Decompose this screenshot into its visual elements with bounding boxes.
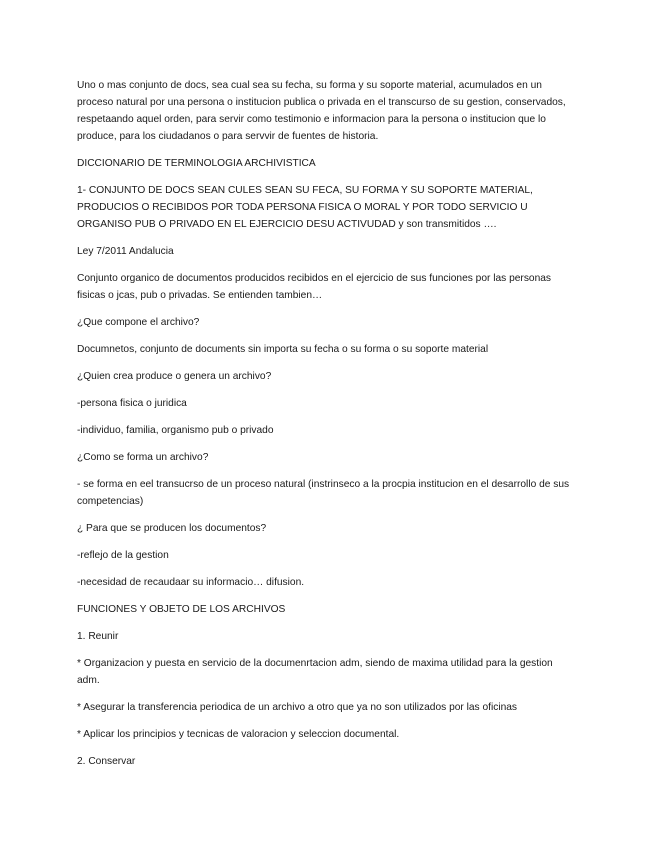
document-body (77, 77, 577, 780)
question-compone: ¿Que compone el archivo? (77, 317, 200, 328)
list-item-reunir: 1. Reunir (77, 631, 119, 642)
bullet-organizacion: * Organizacion y puesta en servicio de la documenrtacion adm, siendo de maxima utilidad para la gestion adm. (77, 658, 553, 686)
heading-ley: Ley 7/2011 Andalucia (77, 246, 174, 257)
bullet-principios: * Aplicar los principios y tecnicas de valoracion y seleccion documental. (77, 729, 400, 740)
answer-quien-2: -individuo, familia, organismo pub o privado (77, 425, 274, 436)
question-para-que: ¿ Para que se producen los documentos? (77, 523, 267, 534)
question-quien: ¿Quien crea produce o genera un archivo? (77, 371, 272, 382)
answer-para-que-1: -reflejo de la gestion (77, 550, 169, 561)
list-item-conservar: 2. Conservar (77, 756, 136, 767)
bullet-transferencia: * Asegurar la transferencia periodica de un archivo a otro que ya no son utilizados por las oficinas (77, 702, 518, 713)
paragraph-definition: Uno o mas conjunto de docs, sea cual sea su fecha, su forma y su soporte material, acumulados en un proceso natural por una persona o institucion publica o privada en el transcurso de su gestion, conservados, respetaando aquel orden, para servir como testimonio e informacion para la persona o institucion que lo produce, para los ciudadanos o para servvir de fuentes de historia. (77, 80, 566, 142)
heading-funciones: FUNCIONES Y OBJETO DE LOS ARCHIVOS (77, 604, 286, 615)
answer-como: - se forma en eel transucrso de un proceso natural (instrinseco a la procpia institucion en el desarrollo de sus competencias) (77, 479, 570, 507)
answer-compone: Documnetos, conjunto de documents sin importa su fecha o su forma o su soporte material (77, 344, 489, 355)
heading-diccionario: DICCIONARIO DE TERMINOLOGIA ARCHIVISTICA (77, 158, 316, 169)
question-como: ¿Como se forma un archivo? (77, 452, 209, 463)
paragraph-diccionario-definition: 1- CONJUNTO DE DOCS SEAN CULES SEAN SU FECA, SU FORMA Y SU SOPORTE MATERIAL, PRODUCIOS O RECIBIDOS POR TODA PERSONA FISICA O MORAL Y POR TODO SERVICIO U ORGANISO PUB O PRIVADO EN EL EJERCICIO DESU ACTIVUDAD y son transmitidos …. (77, 185, 533, 230)
answer-para-que-2: -necesidad de recaudaar su informacio… difusion. (77, 577, 305, 588)
answer-quien-1: -persona fisica o juridica (77, 398, 187, 409)
paragraph-ley-definition: Conjunto organico de documentos producidos recibidos en el ejercicio de sus funciones por las personas fisicas o jcas, pub o privadas. Se entienden tambien… (77, 273, 552, 301)
